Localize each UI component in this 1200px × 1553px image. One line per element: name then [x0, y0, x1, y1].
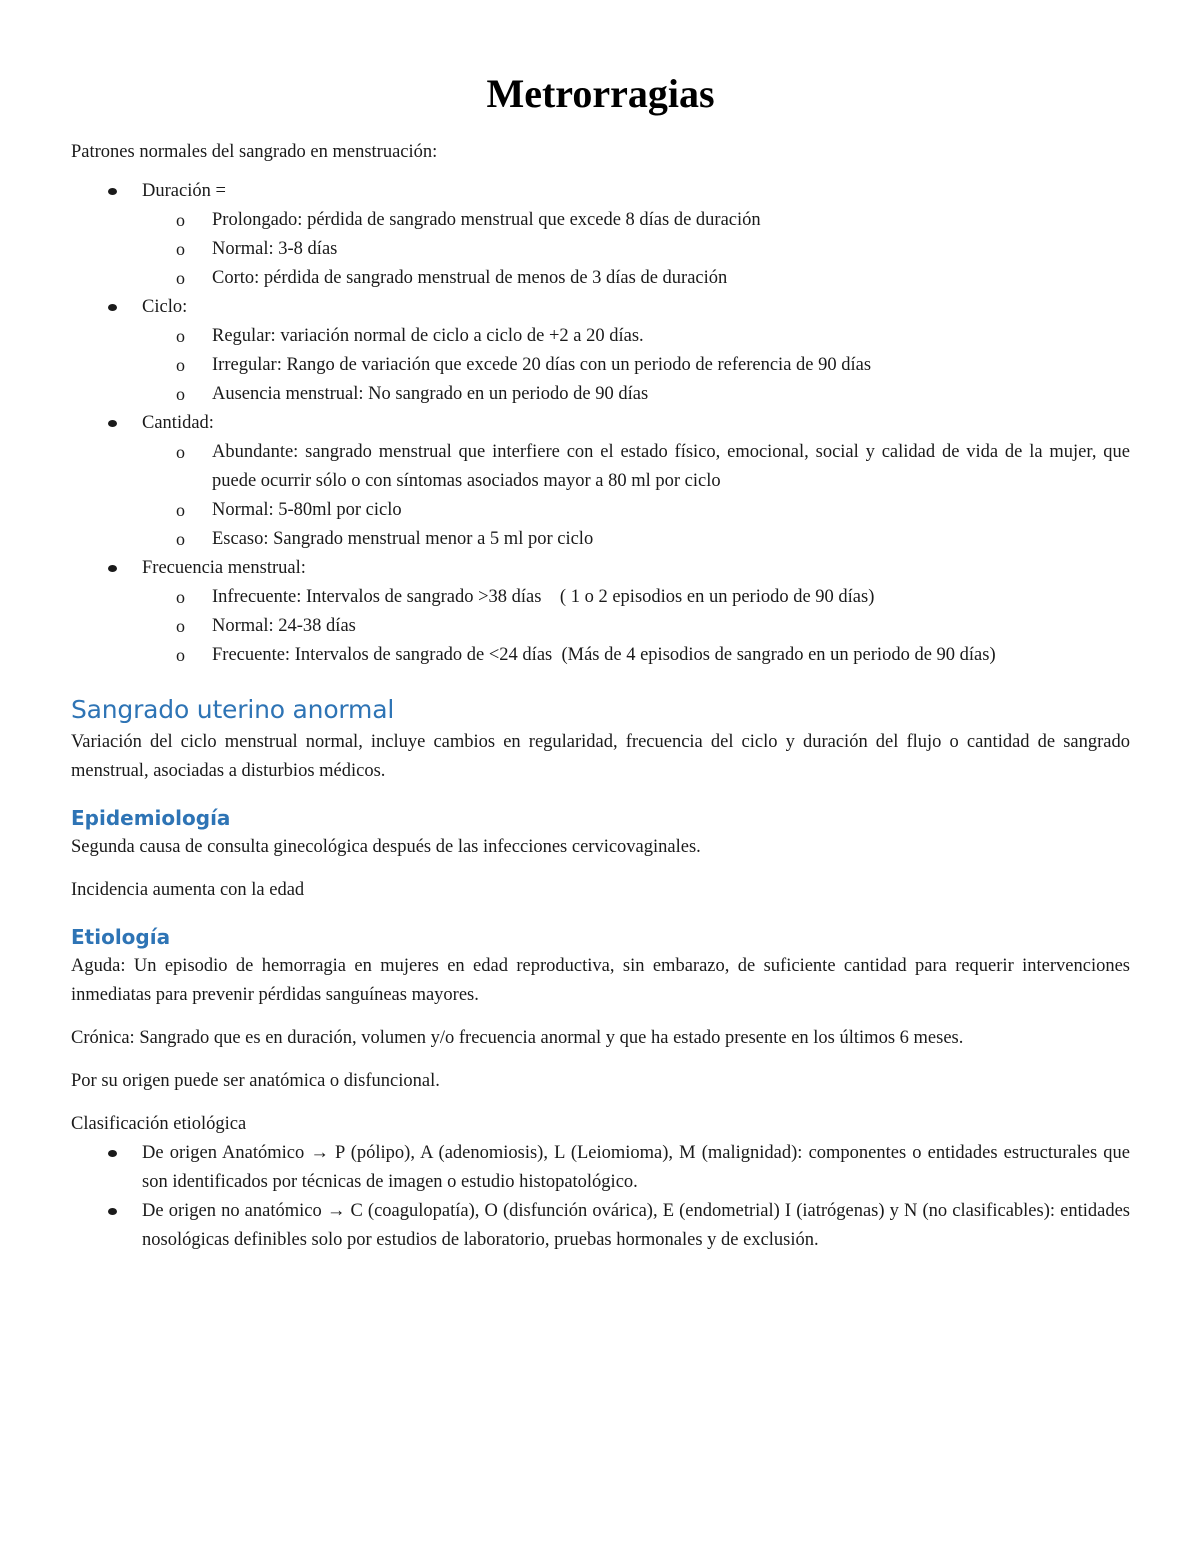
intro-paragraph: Patrones normales del sangrado en menstruación: — [71, 142, 438, 162]
epi-paragraph-1: Segunda causa de consulta ginecológica después de las infecciones cervicovaginales. — [71, 837, 701, 857]
circle-bullet-icon: o — [176, 384, 185, 404]
section-heading-epidemiologia: Epidemiología — [71, 806, 231, 830]
bullet-icon — [108, 420, 117, 427]
sub-list-item-text: Prolongado: pérdida de sangrado menstrual que excede 8 días de duración — [212, 210, 761, 230]
eti-aguda-paragraph: Aguda: Un episodio de hemorragia en mujeres en edad reproductiva, sin embarazo, de suficiente cantidad para requerir intervenciones inmediatas para prevenir pérdidas sanguíneas mayores. — [71, 956, 1130, 1005]
sub-list-item-text: Normal: 24-38 días — [212, 616, 356, 636]
list-item — [71, 1197, 1130, 1255]
list-item — [71, 177, 1130, 293]
sub-list-item-text: Abundante: sangrado menstrual que interfiere con el estado físico, emocional, social y calidad de vida de la mujer, que puede ocurrir sólo o con síntomas asociados mayor a 80 ml por ciclo — [212, 442, 1130, 491]
aub-paragraph: Variación del ciclo menstrual normal, incluye cambios en regularidad, frecuencia del ciclo y duración del flujo o cantidad de sangrado menstrual, asociadas a disturbios médicos. — [71, 732, 1130, 781]
sub-list — [142, 206, 1130, 293]
list-item-label: Frecuencia menstrual: — [142, 558, 306, 578]
list-item-label: Duración = — [142, 181, 226, 201]
bullet-icon — [108, 1208, 117, 1215]
circle-bullet-icon: o — [176, 587, 185, 607]
page-title: Metrorragias — [486, 71, 715, 116]
epi-paragraph-2: Incidencia aumenta con la edad — [71, 880, 305, 900]
list-item-label: Cantidad: — [142, 413, 214, 433]
sub-list-item — [142, 351, 1130, 380]
sub-list-item — [142, 525, 1130, 554]
bullet-icon — [108, 304, 117, 311]
circle-bullet-icon: o — [176, 500, 185, 520]
list-item-text: De origen Anatómico → P (pólipo), A (adenomiosis), L (Leiomioma), M (malignidad): componentes o entidades estructurales que son identificados por técnicas de imagen o estudio histopatológico. — [142, 1143, 1130, 1192]
sub-list-item-text: Ausencia menstrual: No sangrado en un periodo de 90 días — [212, 384, 649, 404]
eti-origen-paragraph: Por su origen puede ser anatómica o disfuncional. — [71, 1071, 440, 1091]
patterns-list — [71, 177, 1130, 670]
eti-clasificacion-label: Clasificación etiológica — [71, 1114, 247, 1134]
list-item-text: De origen no anatómico → C (coagulopatía), O (disfunción ovárica), E (endometrial) I (iatrógenas) y N (no clasificables): entidades nosológicas definibles solo por estudios de laboratorio, pruebas hormonales y de exclusión. — [142, 1201, 1130, 1250]
bullet-icon — [108, 188, 117, 195]
sub-list-item — [142, 264, 1130, 293]
circle-bullet-icon: o — [176, 268, 185, 288]
sub-list-item-text: Infrecuente: Intervalos de sangrado >38 días ( 1 o 2 episodios en un periodo de 90 días) — [212, 587, 875, 607]
list-item-label: Ciclo: — [142, 297, 188, 317]
circle-bullet-icon: o — [176, 239, 185, 259]
section-heading-aub: Sangrado uterino anormal — [71, 695, 395, 724]
sub-list-item — [142, 322, 1130, 351]
eti-cronica-paragraph: Crónica: Sangrado que es en duración, volumen y/o frecuencia anormal y que ha estado presente en los últimos 6 meses. — [71, 1028, 964, 1048]
sub-list-item-text: Corto: pérdida de sangrado menstrual de menos de 3 días de duración — [212, 268, 728, 288]
sub-list-item — [142, 583, 1130, 612]
sub-list — [142, 583, 1130, 670]
sub-list-item — [142, 612, 1130, 641]
sub-list-item — [142, 206, 1130, 235]
sub-list-item — [142, 496, 1130, 525]
classification-list — [71, 1139, 1130, 1255]
sub-list — [142, 438, 1130, 554]
bullet-icon — [108, 565, 117, 572]
circle-bullet-icon: o — [176, 210, 185, 230]
sub-list-item-text: Normal: 5-80ml por ciclo — [212, 500, 402, 520]
sub-list-item-text: Frecuente: Intervalos de sangrado de <24 días (Más de 4 episodios de sangrado en un periodo de 90 días) — [212, 645, 996, 665]
list-item — [71, 554, 1130, 670]
circle-bullet-icon: o — [176, 442, 185, 462]
sub-list-item-text: Normal: 3-8 días — [212, 239, 338, 259]
list-item — [71, 293, 1130, 409]
list-item — [71, 409, 1130, 554]
sub-list-item — [142, 641, 1130, 670]
circle-bullet-icon: o — [176, 326, 185, 346]
sub-list-item-text: Escaso: Sangrado menstrual menor a 5 ml por ciclo — [212, 529, 594, 549]
circle-bullet-icon: o — [176, 616, 185, 636]
section-heading-etiologia: Etiología — [71, 925, 171, 949]
circle-bullet-icon: o — [176, 645, 185, 665]
sub-list — [142, 322, 1130, 409]
sub-list-item — [142, 235, 1130, 264]
sub-list-item — [142, 438, 1130, 496]
bullet-icon — [108, 1150, 117, 1157]
circle-bullet-icon: o — [176, 355, 185, 375]
sub-list-item-text: Irregular: Rango de variación que excede 20 días con un periodo de referencia de 90 días — [212, 355, 872, 375]
sub-list-item-text: Regular: variación normal de ciclo a ciclo de +2 a 20 días. — [212, 326, 644, 346]
sub-list-item — [142, 380, 1130, 409]
list-item — [71, 1139, 1130, 1197]
circle-bullet-icon: o — [176, 529, 185, 549]
